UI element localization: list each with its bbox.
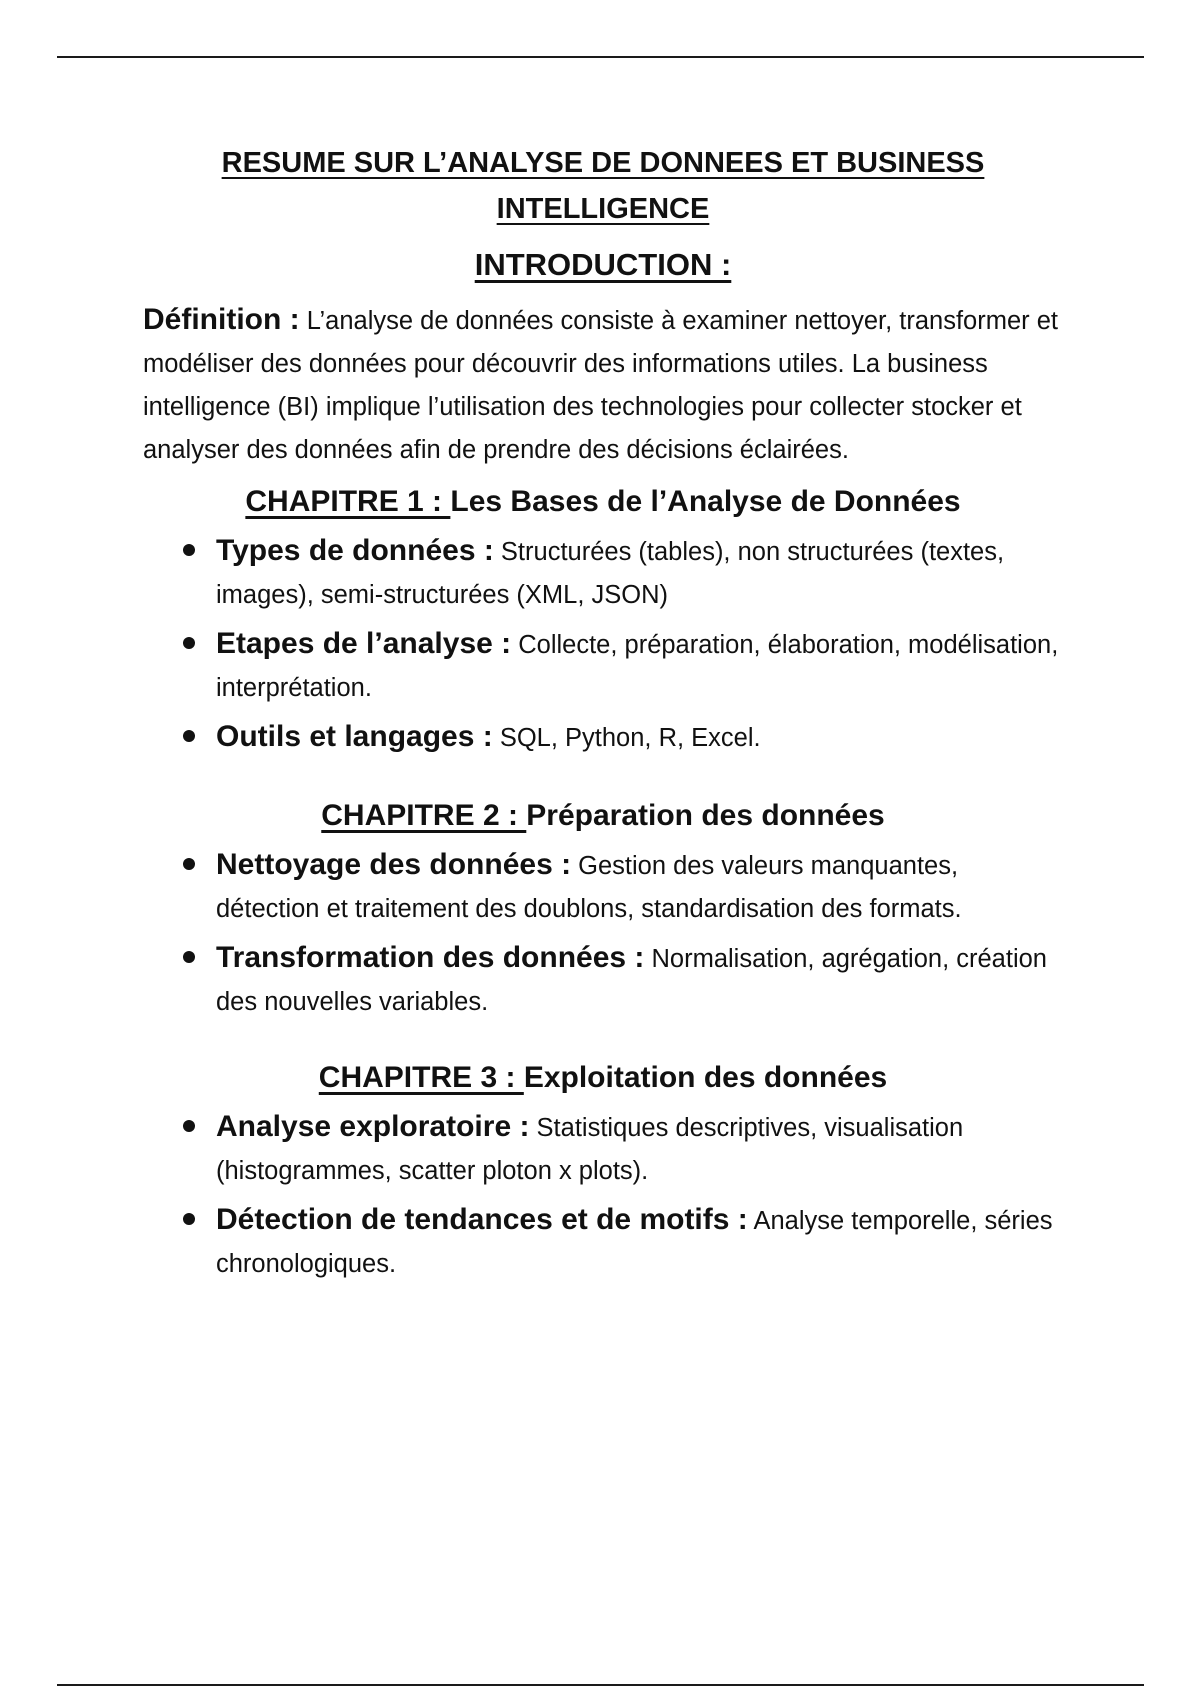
bullet-icon xyxy=(183,858,195,870)
list-item-text: Structurées (tables), non structurées (textes, images), semi-structurées (XML, JSON) xyxy=(216,538,1005,609)
document-page xyxy=(143,140,1063,1286)
top-rule xyxy=(57,56,1144,58)
bullet-icon xyxy=(183,1213,195,1225)
list-item-text: SQL, Python, R, Excel. xyxy=(492,724,761,752)
chapter-3-number: CHAPITRE 3 : xyxy=(318,1061,524,1094)
chapter-3-title: Exploitation des données xyxy=(523,1061,888,1094)
chapter-2-title: Préparation des données xyxy=(526,799,885,832)
chapter-2-number: CHAPITRE 2 : xyxy=(321,799,527,832)
bullet-icon xyxy=(183,730,195,742)
chapter-1-number: CHAPITRE 1 : xyxy=(245,485,451,518)
list-item xyxy=(143,936,1063,1024)
definition-label: Définition : xyxy=(143,303,300,336)
list-item xyxy=(143,1198,1063,1286)
bullet-icon xyxy=(183,637,195,649)
list-item-term: Nettoyage des données : xyxy=(216,848,572,881)
list-item-text: Statistiques descriptives, visualisation (histogrammes, scatter ploton x plots). xyxy=(216,1114,964,1185)
chapter-1-heading xyxy=(143,480,1063,524)
introduction-heading xyxy=(143,244,1063,286)
document-title-line1: RESUME SUR L’ANALYSE DE DONNEES ET BUSINESS xyxy=(221,147,985,179)
document-title-line2: INTELLIGENCE xyxy=(496,193,710,225)
list-item-term: Etapes de l’analyse : xyxy=(216,627,512,660)
bullet-icon xyxy=(183,1120,195,1132)
chapter-2-list xyxy=(143,843,1063,1024)
list-item xyxy=(143,843,1063,931)
chapter-1-list xyxy=(143,529,1063,760)
document-title xyxy=(143,140,1063,232)
introduction-heading-text: INTRODUCTION : xyxy=(474,247,732,282)
chapter-1-title: Les Bases de l’Analyse de Données xyxy=(450,485,961,518)
chapter-2-heading xyxy=(143,794,1063,838)
list-item xyxy=(143,529,1063,617)
definition-paragraph xyxy=(143,298,1063,472)
list-item-text: Normalisation, agrégation, création des nouvelles variables. xyxy=(216,945,1047,1016)
list-item-term: Outils et langages : xyxy=(216,720,493,753)
list-item xyxy=(143,715,1063,760)
chapter-3-list xyxy=(143,1105,1063,1286)
list-item-text: Collecte, préparation, élaboration, modélisation, interprétation. xyxy=(216,631,1059,702)
list-item-term: Détection de tendances et de motifs : xyxy=(216,1203,748,1236)
bullet-icon xyxy=(183,544,195,556)
list-item-term: Types de données : xyxy=(216,534,494,567)
bullet-icon xyxy=(183,951,195,963)
list-item-text: Gestion des valeurs manquantes, détection et traitement des doublons, standardisation des formats. xyxy=(216,852,962,923)
list-item-term: Transformation des données : xyxy=(216,941,645,974)
chapter-3-heading xyxy=(143,1056,1063,1100)
bottom-rule xyxy=(57,1684,1144,1686)
list-item-text: Analyse temporelle, séries chronologiques. xyxy=(216,1207,1053,1278)
list-item xyxy=(143,622,1063,710)
list-item-term: Analyse exploratoire : xyxy=(216,1110,530,1143)
list-item xyxy=(143,1105,1063,1193)
definition-text: L’analyse de données consiste à examiner nettoyer, transformer et modéliser des données pour découvrir des informations utiles. La business intelligence (BI) implique l’utilisation des technologies pour collecter stocker et analyser des données afin de prendre des décisions éclairées. xyxy=(143,307,1058,464)
